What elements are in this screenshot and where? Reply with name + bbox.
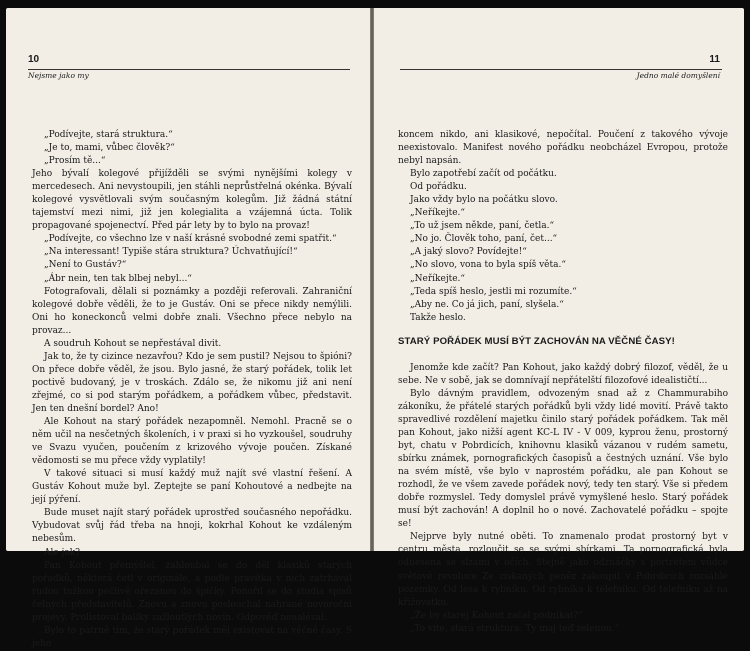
page-number: 11 [709, 54, 720, 65]
paragraph: Takže heslo. [410, 312, 466, 323]
paragraph: „Neříkejte.“ [410, 208, 466, 219]
paragraph: „Teda spíš heslo, jestli mi rozumíte.“ [410, 286, 577, 297]
paragraphs-after-heading [398, 362, 728, 636]
paragraph: Jak to, že ty cizince nezavřou? Kdo je sem pustil? Nejsou to špióni? On přece dobře věděl, že jsou. Bylo jasné, že starý pořádek, tolik let poctivě budovaný, je v troskách. Zdálo se, že nikomu již ani není zřejmé, co si pod starým pořádkem, a pořádkem vůbec, představit. Jen ten dnešní bordel? Ano! [32, 351, 352, 414]
paragraph: Fotografovali, dělali si poznámky a později referovali. Zahraniční kolegové dobře věděli, že to je Gustáv. Oni se přece nikdy nemýlili. Oni ho koneckonců velmi dobře znali. Všechno přece nebylo na provaz... [32, 286, 352, 336]
paragraph: Ale Kohout na starý pořádek nezapomněl. Nemohl. Pracně se o něm učil na nesčetných školeních, i v praxi si ho vyzkoušel, soudruhy ve Svazu vyučen, poučením z krizového vývoje poučen. Získané vědomosti se mu přece vždy vyplatily! [32, 417, 352, 467]
paragraph: koncem nikdo, ani klasikové, nepočítal. Poučení z takového vývoje neexistovalo. Manifest nového pořádku neobcházel Evropou, protože nebyl napsán. [398, 130, 728, 167]
paragraphs-before-heading [398, 129, 728, 325]
paragraph: Jeho bývalí kolegové přijížděli se svými nynějšími kolegy v mercedesech. Ani nevystoupili, jen stáhli neprůstřelná okénka. Bývalí kolegové vysvětlovali svým současným kolegům. Již žádná státní tajemství mezi nimi, již jen kolegialita a vzájemná úcta. Tolik propagované spojenectví. Před pár lety by to bylo na provaz! [32, 169, 352, 232]
paragraph: „No slovo, vona to byla spíš věta.“ [410, 260, 566, 271]
running-title: Nejsme jako my [28, 71, 89, 80]
paragraph: „Neříkejte.“ [410, 273, 466, 284]
paragraph: Jenomže kde začít? Pan Kohout, jako každý dobrý filozof, věděl, že u sebe. Ne v sobě, jak se domnívají nepřátelští filozofové idealističtí... [398, 362, 728, 386]
paragraph: Bude muset najít starý pořádek uprostřed současného nepořádku. Vybudovat svůj řád třeba na hnoji, kokrhal Kohout ke vzdáleným nebesům. [32, 508, 352, 545]
header-rule [400, 69, 722, 70]
paragraph: Bylo zapotřebí začít od počátku. [410, 169, 557, 180]
paragraph: Nejprve byly nutné oběti. To znamenalo prodat prostorný byt v centru města, rozloučit se se svými sbírkami. Ta pornografická byla odnesena se slzami v očích. Stejně jako odznáčky s portrétem vůdce světové revoluce Ze získaných peněz zakoupil v Pobrdicích rozsáhlé pozemky. Od lesa k rybníku. Od rybníka k telefniku. Od telefniku až na křižovatku. [398, 532, 728, 608]
chapter-heading: STARÝ POŘÁDEK MUSÍ BÝT ZACHOVÁN NA VĚČNÉ ČASY! [398, 335, 675, 347]
paragraph: „Podívejte, co všechno lze v naší krásné svobodné zemi spatřit.“ [44, 234, 337, 245]
paragraph: Ale jak? [44, 547, 80, 558]
header-rule [28, 69, 350, 70]
paragraph: „Na interessant! Typiše stára struktura? Úchvatňující!“ [44, 247, 298, 258]
paragraph: „Prosím tě...“ [44, 156, 106, 167]
page-body-text [32, 129, 352, 651]
paragraph: „To víte, stará struktura. Ty maj teď zelenou.“ [410, 623, 620, 634]
paragraph: V takové situaci si musí každý muž najít své vlastní řešení. A Gustáv Kohout muže byl. Zeptejte se paní Kohoutové a nedbejte na její pýření. [32, 469, 352, 506]
paragraph: „No jo. Člověk toho, paní, čet...“ [410, 234, 558, 245]
left-page [6, 8, 370, 649]
paragraph: Bylo dávným pravidlem, odvozeným snad až z Chammurabiho zákoníku, že přátelé starých pořádků byli vždy lidé movití. Právě takto spravedlivé rozdělení majetku činilo starý pořádek pořádkem. Tak měl pan Kohout, jako nižší agent KC-L IV - V 009, kyprou ženu, prostorný byt, chatu v Pobrdicích, knihovnu klasiků vázanou v rudém sametu, sbírku známek, pornografických časopisů a čestných uznání. Vše bylo na svém místě, vše bylo v naprostém pořádku, ale pan Kohout se rozhodl, že ve všem zavede pořádek nový, tedy ten starý. Vše si předem dobře rozmyslel. Tedy domyslel právě vymyšlené heslo. Starý pořádek musí být zachován! A doplnil ho o nové. Zachovatelé pořádku – spojte se! [398, 388, 728, 530]
paragraph: Jako vždy bylo na počátku slovo. [410, 195, 558, 206]
paragraph: Pan Kohout přemýšlel, zahloubal se do děl klasiků starých pořádků, některá četl v originále, a podle pravítka v nich zatrhával rudou tužkou pečlivě ořezanou do špičky. Ponořil se do studia spisů čelných představitelů. Znovu a znovu poslouchal nahrané novoroční projevy. Prolistoval balíky zažloutlých novin. Odpověď nenalézal. [32, 560, 352, 623]
page-number: 10 [28, 54, 40, 65]
paragraph: „A jaký slovo? Povídejte!“ [410, 247, 527, 258]
paragraph: „Je to, mami, vůbec člověk?“ [44, 143, 175, 154]
paragraph: „Ábr nein, ten tak blbej nebyl...“ [44, 273, 192, 284]
paragraph: „To už jsem někde, paní, četla.“ [410, 221, 555, 232]
running-title: Jedno malé domyšlení [636, 71, 720, 80]
paragraph: „Není to Gustáv?“ [44, 260, 127, 271]
paragraph: Od pořádku. [410, 182, 467, 193]
right-page [374, 8, 744, 634]
paragraph: „Aby ne. Co já jich, paní, slyšela.“ [410, 299, 564, 310]
paragraph: A soudruh Kohout se nepřestával divit. [44, 338, 222, 349]
paragraph: „Že by starej Kohout začal podnikat?“ [410, 610, 583, 621]
paragraph: „Podívejte, stará struktura.“ [44, 130, 173, 140]
paragraph: Bylo to patrně tím, že starý pořádek měl existovat na věčné časy. S jeho [32, 625, 352, 649]
page-body-text [398, 129, 728, 636]
